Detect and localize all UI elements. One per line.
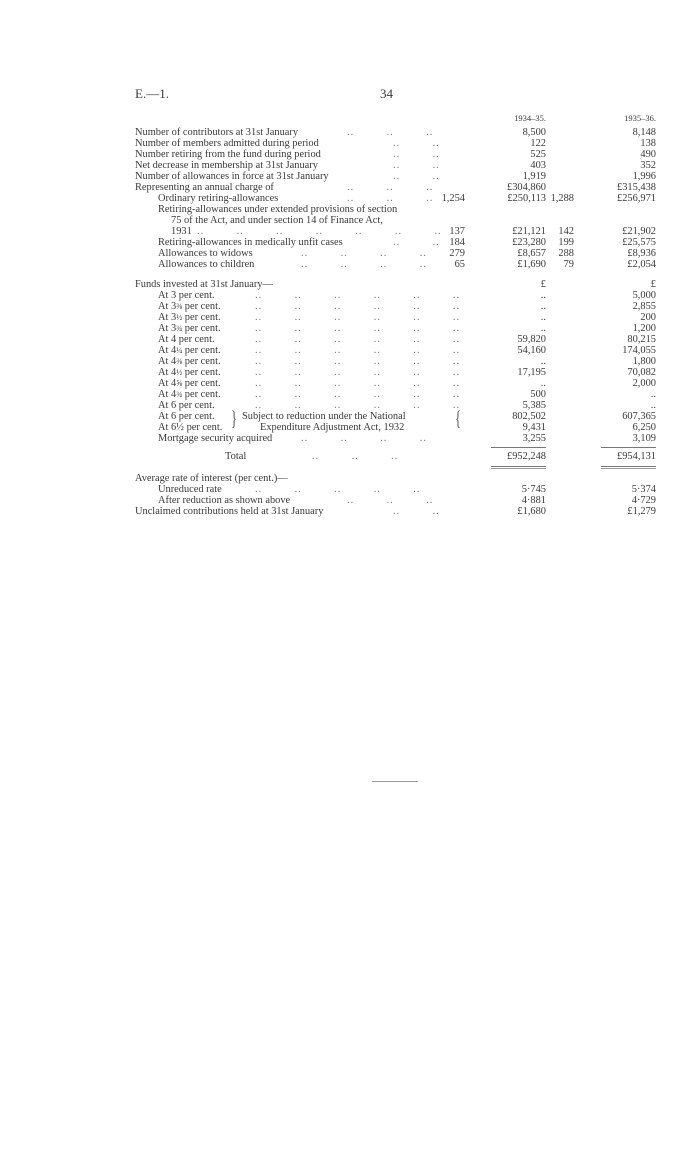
- value-1934-35: £21,121: [512, 226, 546, 237]
- section-heading: Funds invested at 31st January—: [135, 279, 273, 290]
- value-1935-36: 6,250: [632, 422, 656, 433]
- value-1935-36: £25,575: [622, 237, 656, 248]
- subtotal-rule: [491, 447, 546, 448]
- rate-fraction: ¾: [176, 324, 183, 333]
- value-1934-35: 122: [530, 138, 546, 149]
- rate-whole: At 4: [158, 378, 177, 389]
- table-row: [135, 290, 656, 301]
- row-label: Number of members admitted during period: [135, 138, 319, 149]
- count-1935-36: 1,288: [550, 193, 574, 204]
- value-1935-36: 200: [640, 312, 656, 323]
- leader-dots: .. .. ..: [312, 451, 399, 462]
- rate-label: [158, 290, 215, 301]
- table-row: [135, 495, 656, 506]
- row-label: 75 of the Act, and under section 14 of Finance Act,: [171, 215, 383, 226]
- value-1934-35: ..: [540, 301, 546, 312]
- value-1934-35: £304,860: [507, 182, 546, 193]
- count-1935-36: 79: [563, 259, 574, 270]
- table-row: [135, 389, 656, 400]
- count-1935-36: 199: [558, 237, 574, 248]
- section-heading: Average rate of interest (per cent.)—: [135, 473, 288, 484]
- leader-dots: .. .. .. .. .. ..: [255, 312, 461, 323]
- value-1935-36: 2,855: [632, 301, 656, 312]
- value-1934-35: 54,160: [517, 345, 546, 356]
- table-row: [135, 226, 656, 237]
- value-1934-35: 3,255: [522, 433, 546, 444]
- leader-dots: .. .. .. .. .. ..: [255, 345, 461, 356]
- rate-label: [158, 334, 215, 345]
- row-label: Retiring-allowances under extended provisions of section: [158, 204, 398, 215]
- value-1934-35: 5·745: [521, 484, 546, 495]
- rate-whole: At 3: [158, 290, 177, 301]
- value-1934-35: £1,690: [517, 259, 546, 270]
- leader-dots: .. .. ..: [347, 182, 434, 193]
- rate-whole: At 3: [158, 301, 177, 312]
- table-row: [135, 149, 656, 160]
- rate-suffix: per cent.: [184, 378, 221, 389]
- currency-1935-36: £: [650, 279, 656, 290]
- value-1934-35: 9,431: [522, 422, 546, 433]
- leader-dots: .. .. .. .. .. ..: [255, 356, 461, 367]
- leader-dots: .. ..: [393, 149, 440, 160]
- rate-fraction: ⅜: [176, 357, 183, 366]
- count-1934-35: 65: [454, 259, 465, 270]
- rate-suffix: per cent.: [184, 301, 221, 312]
- leader-dots: .. .. .. .. .. ..: [255, 389, 461, 400]
- rate-fraction: ⅜: [176, 302, 183, 311]
- rate-suffix: per cent.: [184, 356, 221, 367]
- leader-dots: .. ..: [393, 160, 440, 171]
- leader-dots: .. ..: [393, 138, 440, 149]
- leader-dots: .. .. .. .. .. ..: [255, 334, 461, 345]
- table-row: [135, 473, 656, 484]
- total-double-rule: [601, 468, 656, 469]
- value-1935-36: ..: [650, 400, 656, 411]
- value-1934-35: 17,195: [517, 367, 546, 378]
- table-row: [135, 279, 656, 290]
- value-1934-35: 4·881: [521, 495, 546, 506]
- rate-whole: At 4: [158, 356, 177, 367]
- value-1935-36: 138: [640, 138, 656, 149]
- rate-label: [158, 312, 221, 323]
- value-1934-35: ..: [540, 312, 546, 323]
- row-label: Allowances to children: [158, 259, 255, 270]
- row-label: Number of contributors at 31st January: [135, 127, 299, 138]
- column-year-1934-35: 1934–35.: [514, 113, 546, 123]
- value-1934-35: 1,919: [522, 171, 546, 182]
- rate-suffix: per cent.: [184, 323, 221, 334]
- value-1935-36: 3,109: [632, 433, 656, 444]
- document-code: E.—1.: [135, 86, 169, 101]
- currency-1934-35: £: [540, 279, 546, 290]
- count-1935-36: 288: [558, 248, 574, 259]
- value-1935-36: 1,996: [632, 171, 656, 182]
- value-1934-35: £8,657: [517, 248, 546, 259]
- rate-whole: At 4: [158, 334, 177, 345]
- leader-dots: .. ..: [393, 237, 440, 248]
- value-1935-36: £21,902: [622, 226, 656, 237]
- total-label: Total: [225, 451, 247, 462]
- leader-dots: .. .. .. ..: [301, 248, 427, 259]
- table-row: [135, 433, 656, 444]
- value-1934-35: ..: [540, 323, 546, 334]
- count-1935-36: 142: [558, 226, 574, 237]
- value-1934-35: £250,113: [507, 193, 546, 204]
- leader-dots: .. .. .. ..: [301, 259, 427, 270]
- value-1934-35: 8,500: [522, 127, 546, 138]
- row-label: At 6 per cent.: [158, 411, 215, 422]
- value-1935-36: 174,055: [622, 345, 656, 356]
- table-row: [135, 312, 656, 323]
- value-1935-36: 5·374: [631, 484, 656, 495]
- count-1934-35: 184: [449, 237, 465, 248]
- table-row: [135, 484, 656, 495]
- rate-whole: At 6: [158, 400, 177, 411]
- table-row: [135, 301, 656, 312]
- table-row: [135, 193, 656, 204]
- table-row: [135, 334, 656, 345]
- value-1934-35: 802,502: [512, 411, 546, 422]
- table-row: [135, 451, 656, 462]
- total-1934-35: £952,248: [507, 451, 546, 462]
- column-year-1935-36: 1935–36.: [624, 113, 656, 123]
- value-1934-35: 525: [530, 149, 546, 160]
- row-label: At 6½ per cent.: [158, 422, 223, 433]
- rate-label: [158, 301, 221, 312]
- leader-dots: .. ..: [393, 171, 440, 182]
- value-1935-36: 490: [640, 149, 656, 160]
- table-row: [135, 323, 656, 334]
- page-number: 34: [380, 86, 393, 101]
- value-1935-36: £256,971: [617, 193, 656, 204]
- value-1934-35: 500: [530, 389, 546, 400]
- value-1935-36: ..: [650, 389, 656, 400]
- rate-whole: At 3: [158, 323, 177, 334]
- row-label: Unreduced rate: [158, 484, 222, 495]
- rate-fraction: ⅝: [176, 379, 183, 388]
- value-1935-36: 5,000: [632, 290, 656, 301]
- rate-suffix: per cent.: [184, 312, 221, 323]
- total-double-rule: [601, 466, 656, 467]
- rate-label: [158, 400, 215, 411]
- rate-suffix: per cent.: [178, 400, 215, 411]
- rate-fraction: ¼: [176, 346, 183, 355]
- leader-dots: .. .. .. .. .. ..: [255, 400, 461, 411]
- rate-whole: At 4: [158, 345, 177, 356]
- row-label: Number retiring from the fund during period: [135, 149, 321, 160]
- value-1934-35: 403: [530, 160, 546, 171]
- subtotal-rule: [601, 447, 656, 448]
- leader-dots: .. ..: [393, 506, 440, 517]
- table-row: [135, 356, 656, 367]
- rate-suffix: per cent.: [184, 345, 221, 356]
- row-label: Representing an annual charge of: [135, 182, 274, 193]
- value-1935-36: 70,082: [627, 367, 656, 378]
- leader-dots: .. .. .. ..: [301, 433, 427, 444]
- count-1934-35: 279: [449, 248, 465, 259]
- row-label: Net decrease in membership at 31st January: [135, 160, 318, 171]
- brace-left: }: [231, 406, 238, 430]
- row-label: Retiring-allowances in medically unfit cases: [158, 237, 343, 248]
- table-row: [135, 248, 656, 259]
- value-1934-35: £1,680: [517, 506, 546, 517]
- leader-dots: .. .. ..: [347, 495, 434, 506]
- table-row: [135, 204, 656, 215]
- rate-suffix: per cent.: [184, 367, 221, 378]
- rate-label: [158, 389, 221, 400]
- row-label: Allowances to widows: [158, 248, 253, 259]
- reduction-note: Subject to reduction under the National: [242, 411, 406, 422]
- value-1935-36: 4·729: [631, 495, 656, 506]
- table-row: [135, 367, 656, 378]
- value-1935-36: 8,148: [632, 127, 656, 138]
- brace-right: {: [455, 406, 462, 430]
- leader-dots: .. .. .. .. .. ..: [255, 323, 461, 334]
- row-label: Unclaimed contributions held at 31st January: [135, 506, 324, 517]
- rate-whole: At 4: [158, 389, 177, 400]
- leader-dots: .. .. .. .. ..: [255, 484, 421, 495]
- value-1934-35: 59,820: [517, 334, 546, 345]
- leader-dots: .. .. .. .. .. ..: [255, 301, 461, 312]
- rate-suffix: per cent.: [178, 290, 215, 301]
- table-row: [135, 506, 656, 517]
- total-double-rule: [491, 468, 546, 469]
- table-row: [135, 237, 656, 248]
- leader-dots: .. .. .. .. .. ..: [255, 378, 461, 389]
- leader-dots: .. .. ..: [347, 193, 434, 204]
- value-1935-36: £2,054: [627, 259, 656, 270]
- value-1934-35: ..: [540, 290, 546, 301]
- superannuation-table: [135, 113, 656, 517]
- total-1935-36: £954,131: [617, 451, 656, 462]
- value-1935-36: 2,000: [632, 378, 656, 389]
- value-1935-36: 1,800: [632, 356, 656, 367]
- value-1935-36: 352: [640, 160, 656, 171]
- row-label: Mortgage security acquired: [158, 433, 273, 444]
- value-1934-35: ..: [540, 378, 546, 389]
- table-row: [135, 138, 656, 149]
- row-label: After reduction as shown above: [158, 495, 291, 506]
- value-1935-36: £8,936: [627, 248, 656, 259]
- rate-suffix: per cent.: [178, 334, 215, 345]
- rate-label: [158, 356, 221, 367]
- leader-dots: .. .. .. .. .. .. ..: [197, 226, 442, 237]
- rate-label: [158, 345, 221, 356]
- end-rule: [372, 781, 418, 782]
- rate-suffix: per cent.: [184, 389, 221, 400]
- rate-whole: At 3: [158, 312, 177, 323]
- table-row: [135, 345, 656, 356]
- reduction-note: Expenditure Adjustment Act, 1932: [260, 422, 405, 433]
- table-row: [135, 259, 656, 270]
- rate-label: [158, 378, 221, 389]
- rate-fraction: ½: [176, 313, 183, 322]
- table-row: [135, 182, 656, 193]
- value-1935-36: 80,215: [627, 334, 656, 345]
- rate-label: [158, 367, 221, 378]
- rate-label: [158, 323, 221, 334]
- row-label: 1931: [171, 226, 192, 237]
- rate-whole: At 4: [158, 367, 177, 378]
- rate-rows: [135, 290, 656, 411]
- total-double-rule: [491, 466, 546, 467]
- value-1935-36: 1,200: [632, 323, 656, 334]
- column-headers: [135, 113, 656, 124]
- leader-dots: .. .. .. .. .. ..: [255, 367, 461, 378]
- rate-fraction: ½: [176, 368, 183, 377]
- value-1935-36: £315,438: [617, 182, 656, 193]
- row-label: Ordinary retiring-allowances: [158, 193, 279, 204]
- table-row: [135, 378, 656, 389]
- count-1934-35: 137: [449, 226, 465, 237]
- table-row: [135, 422, 656, 433]
- table-row: [135, 400, 656, 411]
- value-1934-35: 5,385: [522, 400, 546, 411]
- value-1934-35: ..: [540, 356, 546, 367]
- table-row: [135, 215, 656, 226]
- row-label: Number of allowances in force at 31st January: [135, 171, 329, 182]
- value-1934-35: £23,280: [512, 237, 546, 248]
- table-row: [135, 127, 656, 138]
- value-1935-36: £1,279: [627, 506, 656, 517]
- table-row: [135, 160, 656, 171]
- rate-fraction: ¾: [176, 390, 183, 399]
- table-row: [135, 171, 656, 182]
- value-1935-36: 607,365: [622, 411, 656, 422]
- leader-dots: .. .. ..: [347, 127, 434, 138]
- count-1934-35: 1,254: [441, 193, 465, 204]
- leader-dots: .. .. .. .. .. ..: [255, 290, 461, 301]
